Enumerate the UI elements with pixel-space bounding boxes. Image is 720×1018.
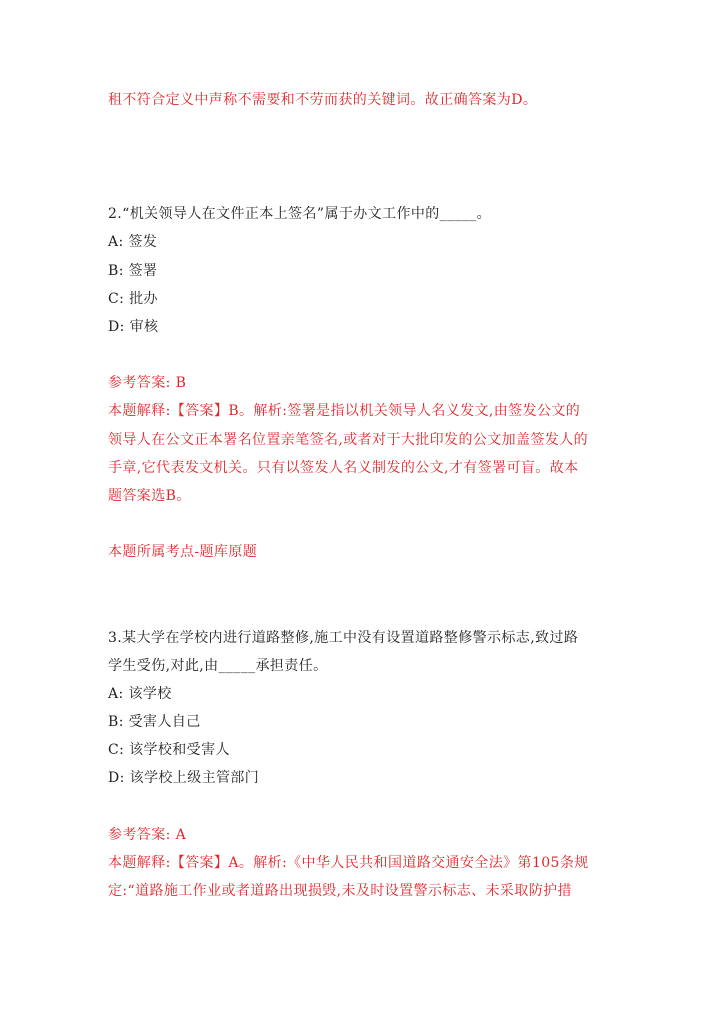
top-explanation-line: 租不符合定义中声称不需要和不劳而获的关键词。故正确答案为D。 bbox=[108, 92, 538, 108]
question-2-explanation-line: 领导人在公文正本署名位置亲笔签名,或者对于大批印发的公文加盖签发人的 bbox=[108, 432, 589, 448]
question-3-option-b: B: 受害人自己 bbox=[108, 714, 201, 730]
question-3-answer: 参考答案: A bbox=[108, 827, 187, 843]
question-2-option-b: B: 签署 bbox=[108, 263, 158, 279]
question-2-option-d: D: 审核 bbox=[108, 319, 159, 335]
question-2-explanation-line: 本题解释:【答案】B。解析:签署是指以机关领导人名义发文,由签发公文的 bbox=[108, 403, 581, 419]
question-3-explanation-line: 本题解释:【答案】A。解析:《中华人民共和国道路交通安全法》第105条规 bbox=[108, 855, 589, 871]
question-3-option-d: D: 该学校上级主管部门 bbox=[108, 770, 260, 786]
question-2-option-a: A: 签发 bbox=[108, 234, 158, 250]
question-3-option-c: C: 该学校和受害人 bbox=[108, 742, 230, 758]
question-2-option-c: C: 批办 bbox=[108, 291, 158, 307]
question-2-source: 本题所属考点-题库原题 bbox=[108, 544, 258, 560]
question-3-stem-line: 3.某大学在学校内进行道路整修,施工中没有设置道路整修警示标志,致过路 bbox=[108, 630, 579, 646]
question-3-stem-line: 学生受伤,对此,由_____承担责任。 bbox=[108, 658, 328, 674]
question-2-explanation-line: 手章,它代表发文机关。只有以签发人名义制发的公文,才有签署可盲。故本 bbox=[108, 460, 579, 476]
question-2-answer: 参考答案: B bbox=[108, 375, 187, 391]
question-3-option-a: A: 该学校 bbox=[108, 686, 172, 702]
question-2-explanation-line: 题答案选B。 bbox=[108, 488, 191, 504]
question-2-stem: 2.“机关领导人在文件正本上签名”属于办文工作中的_____。 bbox=[108, 206, 492, 222]
question-3-explanation-line: 定:“道路施工作业或者道路出现损毁,未及时设置警示标志、未采取防护措 bbox=[108, 883, 572, 899]
